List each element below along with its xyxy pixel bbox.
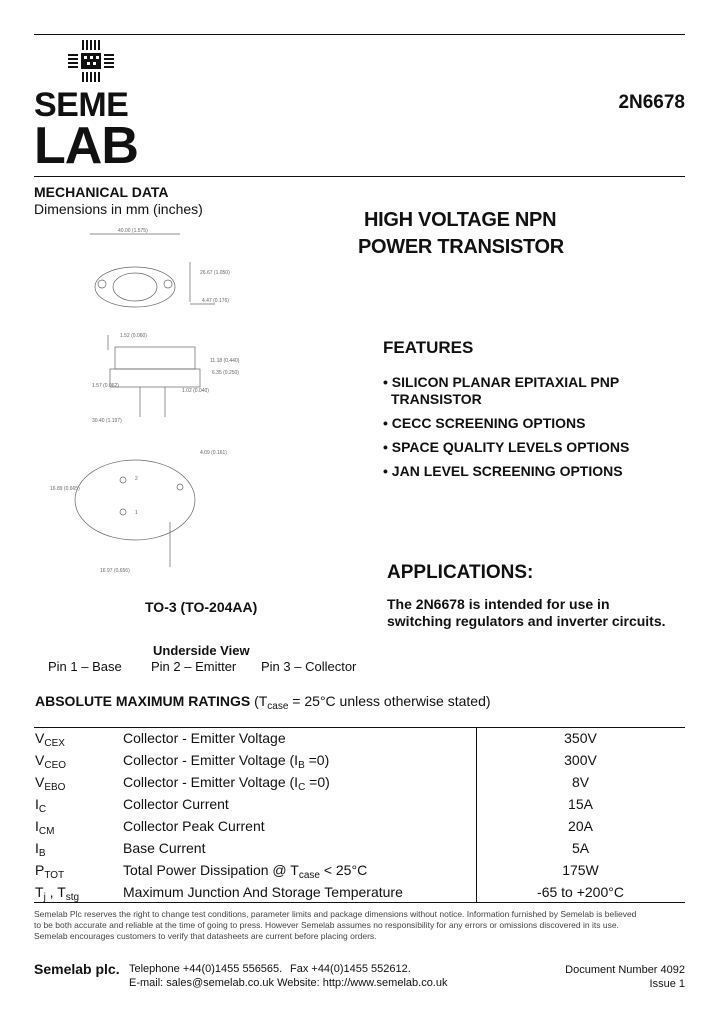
features-heading: FEATURES <box>383 338 474 357</box>
svg-text:1: 1 <box>135 510 138 516</box>
rating-description: Total Power Dissipation @ $T_{case} < 25^\circ C$ <box>123 862 368 881</box>
rating-description: Collector - Emitter Voltage $(I_B =0)$ <box>123 752 330 771</box>
rating-value: 8V <box>571 774 590 790</box>
svg-text:1.57 (0.062): 1.57 (0.062) <box>92 383 119 389</box>
rating-value: 5A <box>571 840 590 856</box>
rating-value: 175W <box>562 862 599 878</box>
header-rule <box>34 176 685 177</box>
svg-text:4.09 (0.161): 4.09 (0.161) <box>200 450 227 456</box>
document-number: Document Number 4092 <box>565 964 685 976</box>
rating-value: 20A <box>568 818 593 834</box>
rating-symbol: $T_j$ , $T_{stg}$ <box>35 884 80 903</box>
applications-line-2: switching regulators and inverter circuits. <box>387 613 666 629</box>
mechanical-heading: MECHANICAL DATA <box>34 184 169 200</box>
ratings-top-rule <box>34 727 685 728</box>
feature-item: • JAN LEVEL SCREENING OPTIONS <box>383 463 623 479</box>
top-rule <box>34 34 685 35</box>
package-underside-view <box>50 450 227 574</box>
rating-symbol: $I_B$ <box>35 840 46 859</box>
rating-value: 300V <box>564 752 597 768</box>
rating-description: Collector - Emitter Voltage $(I_C =0)$ <box>123 774 330 793</box>
feature-item: TRANSISTOR <box>391 391 482 407</box>
rating-symbol: $I_C$ <box>35 796 47 815</box>
ratings-heading: ABSOLUTE MAXIMUM RATINGS <box>35 693 251 709</box>
svg-text:26.67 (1.050): 26.67 (1.050) <box>200 270 230 276</box>
rating-symbol: $V_{CEO}$ <box>35 752 67 771</box>
applications-line-1: The 2N6678 is intended for use in <box>387 596 610 612</box>
fax: Fax +44(0)1455 552612. <box>290 963 411 975</box>
rating-symbol: $I_{CM}$ <box>35 818 55 837</box>
disclaimer-line: Semelab encourages customers to verify that datasheets are current before placing orders. <box>34 931 377 941</box>
rating-description: Collector - Emitter Voltage <box>123 730 286 746</box>
rating-description: Collector Current <box>123 796 229 812</box>
rating-description: Maximum Junction And Storage Temperature <box>123 884 403 900</box>
svg-text:1.02 (0.040): 1.02 (0.040) <box>182 388 209 394</box>
rating-value: 15A <box>568 796 593 812</box>
rating-value: -65 to +200°C <box>537 884 624 900</box>
svg-text:6.35 (0.250): 6.35 (0.250) <box>212 370 239 376</box>
underside-title: Underside View <box>153 643 250 658</box>
ratings-heading-line <box>35 693 491 712</box>
pin-1-label: Pin 1 – Base <box>48 659 122 674</box>
feature-item: • SPACE QUALITY LEVELS OPTIONS <box>383 439 630 455</box>
part-number: 2N6678 <box>618 92 685 113</box>
package-top-view <box>90 228 230 307</box>
package-name: TO-3 (TO-204AA) <box>145 599 258 615</box>
rating-description: Base Current <box>123 840 206 856</box>
title-line-1: HIGH VOLTAGE NPN <box>364 209 557 231</box>
svg-text:16.97 (0.656): 16.97 (0.656) <box>100 568 130 574</box>
svg-text:1.52 (0.060): 1.52 (0.060) <box>120 333 147 339</box>
logo-word-seme: SEME <box>34 86 129 124</box>
semelab-logo <box>34 36 154 175</box>
title-line-2: POWER TRANSISTOR <box>358 236 564 258</box>
ratings-condition: ($T_{case} = 25^\circ C$ unless otherwise stated) <box>254 693 491 712</box>
mechanical-subheading: Dimensions in mm (inches) <box>34 201 203 217</box>
svg-text:30.40 (1.197): 30.40 (1.197) <box>92 418 122 424</box>
disclaimer-line: to be both accurate and reliable at the time of going to press. However Semelab assumes no responsibility for any errors or omissions discovered in its use. <box>34 920 619 930</box>
rating-value: 350V <box>564 730 597 746</box>
svg-text:4.47 (0.176): 4.47 (0.176) <box>202 298 229 304</box>
svg-text:16.89 (0.665): 16.89 (0.665) <box>50 486 80 492</box>
rating-description: Collector Peak Current <box>123 818 265 834</box>
rating-symbol: $V_{EBO}$ <box>35 774 66 793</box>
logo-word-lab: LAB <box>34 117 138 175</box>
package-side-view <box>92 333 240 424</box>
feature-item: • SILICON PLANAR EPITAXIAL PNP <box>383 374 620 390</box>
disclaimer <box>34 909 685 942</box>
rating-symbol: $P_{TOT}$ <box>35 862 65 881</box>
pin-2-label: Pin 2 – Emitter <box>151 659 237 674</box>
package-drawing <box>40 222 280 584</box>
applications-heading: APPLICATIONS: <box>387 562 534 583</box>
svg-text:40.00 (1.575): 40.00 (1.575) <box>118 228 148 234</box>
contact-line[interactable]: E-mail: sales@semelab.co.uk Website: http://www.semelab.co.uk <box>129 977 448 989</box>
pin-3-label: Pin 3 – Collector <box>261 659 357 674</box>
svg-text:11.18 (0.440): 11.18 (0.440) <box>210 358 240 364</box>
telephone: Telephone +44(0)1455 556565. <box>129 963 283 975</box>
issue: Issue 1 <box>649 978 685 990</box>
disclaimer-line: Semelab Plc reserves the right to change test conditions, parameter limits and package dimensions without notice. Information furnished by Semelab is believed <box>34 909 637 919</box>
company-name: Semelab plc. <box>34 961 120 977</box>
rating-symbol: $V_{CEX}$ <box>35 730 65 749</box>
feature-item: • CECC SCREENING OPTIONS <box>383 415 586 431</box>
svg-text:2: 2 <box>135 476 138 482</box>
